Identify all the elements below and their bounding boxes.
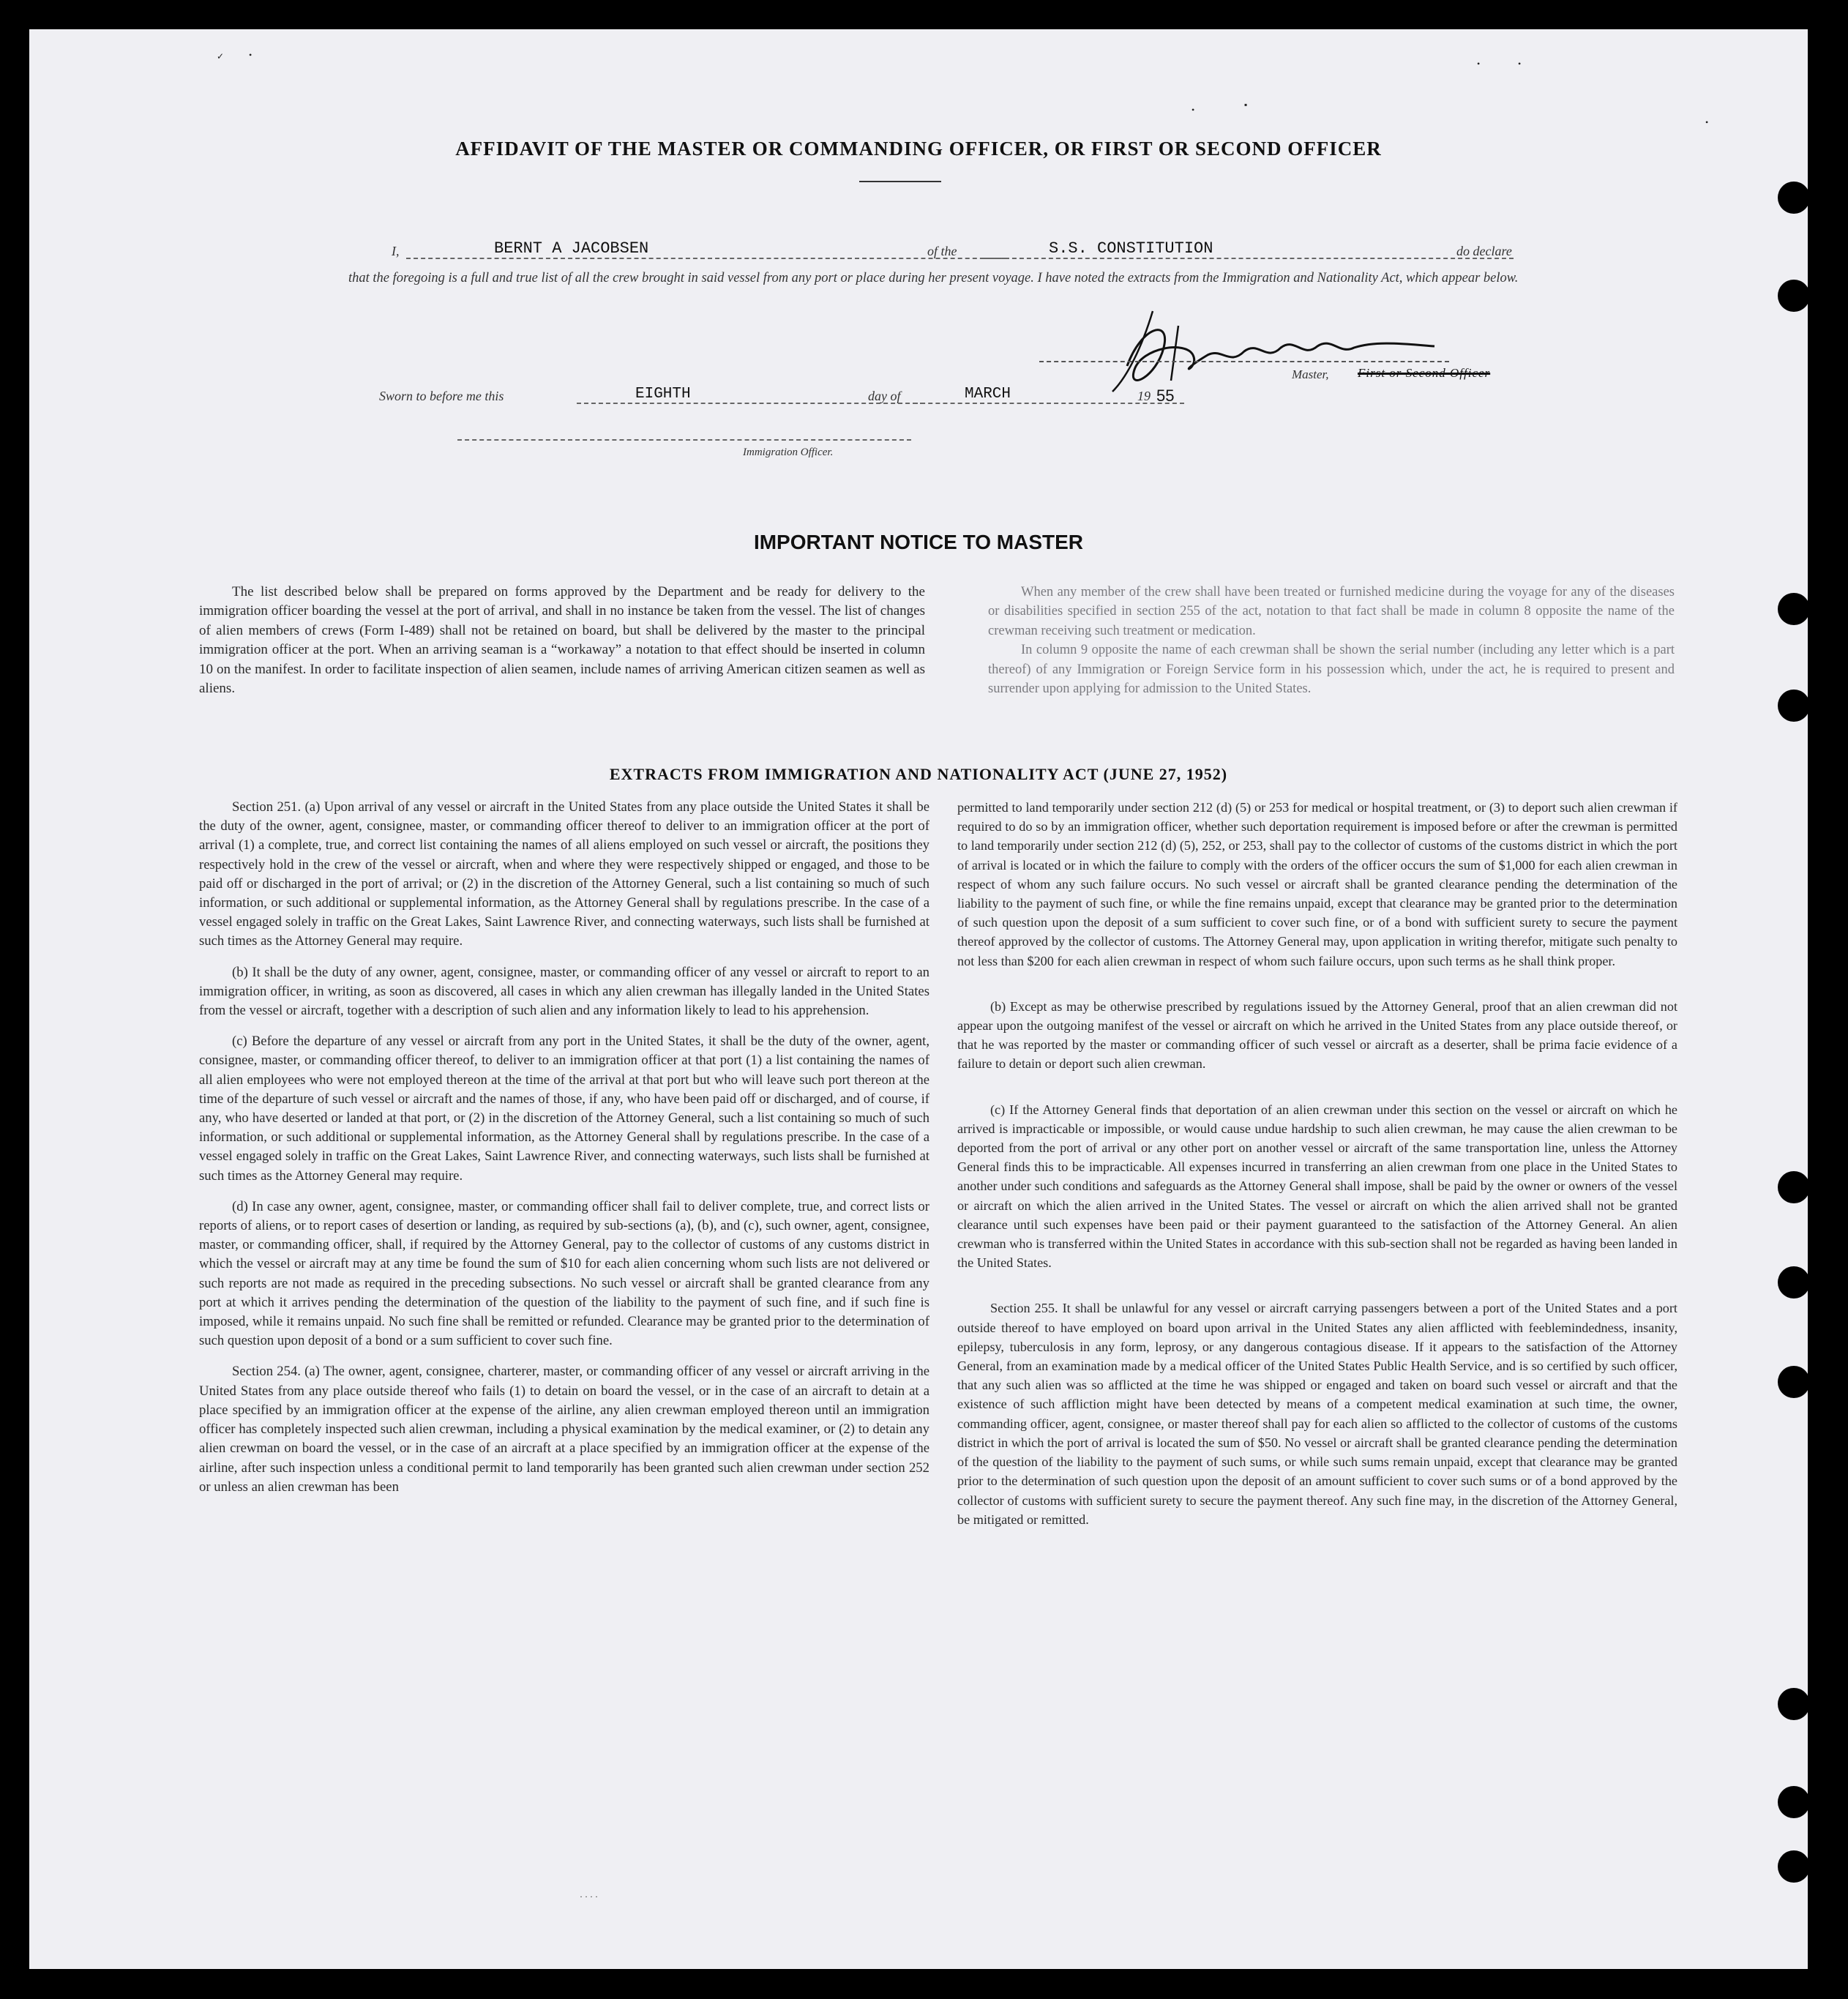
do-declare-label: do declare: [1456, 244, 1512, 258]
of-the-label: of the: [927, 244, 957, 258]
immigration-officer-label: Immigration Officer.: [743, 446, 834, 458]
master-name-field: BERNT A JACOBSEN: [406, 239, 1006, 259]
day-of-label: day of: [868, 389, 901, 403]
section-251b: (b) It shall be the duty of any owner, agent, consignee, master, or commanding officer of any vessel or aircraft to report to an immigration officer, in writing, as soon as discovered, all cases in which any alien crewman has illegally landed in the United States from the vessel or aircraft, together with a description of such alien and any information likely to lead to his apprehension.: [199, 964, 929, 1019]
extracts-left-column: [199, 798, 929, 1497]
extracts-title: EXTRACTS FROM IMMIGRATION AND NATIONALITY ACT (JUNE 27, 1952): [609, 765, 1228, 783]
binder-hole: [1778, 280, 1810, 312]
section-254c: (c) If the Attorney General finds that deportation of an alien crewman under this section on the vessel or aircraft on which he arrived is impracticable or impossible, or would cause undue hardship to such alien crewman, he may cause the alien crewman to be deported from the port of arrival or any other port on another vessel or aircraft of the same transportation line, unless the Attorney General finds this to be impracticable. All expenses incurred in transferring an alien crewman from one place in the United States to another under such conditions and safeguards as the Attorney General shall impose, shall be paid by the owner or owners of the vessel or aircraft on which the alien arrived in the United States. The vessel or aircraft on which the alien arrived shall not be granted clearance until such expenses have been paid or their payment guaranteed to the satisfaction of the Attorney General. An alien crewman who is transferred within the United States in accordance with this sub-section shall not be regarded as having been landed in the United States.: [957, 1102, 1677, 1271]
vessel-name-field: S.S. CONSTITUTION: [983, 239, 1514, 259]
binder-hole: [1778, 1266, 1810, 1299]
sworn-month-field: MARCH: [913, 386, 1184, 404]
sworn-line: [379, 379, 1213, 408]
section-251d: (d) In case any owner, agent, consignee, master, or commanding officer shall fail to deliver complete, true, and correct lists or reports of aliens, or to report cases of desertion or landing, as required by sub-sections (a), (b), and (c), such owner, agent, consignee, master, or commanding officer, shall, if required by the Attorney General, pay to the collector of customs of any customs district in which the vessel or aircraft may at any time be found the sum of $10 for each alien concerning whom such lists are not delivered or such reports are not made as required in the preceding subsections. No such vessel or aircraft shall be granted clearance from any port at which it arrives pending the determination of the question of the liability to the payment of such fine, and if such fine is imposed, while it remains unpaid. No such fine shall be remitted or refunded. Clearance may be granted prior to the determination of such question upon deposit of a bond or a sum sufficient to cover such fine.: [199, 1198, 929, 1349]
binder-hole: [1778, 1171, 1810, 1203]
i-label: I,: [392, 244, 400, 258]
extracts-right-column: [957, 798, 1677, 1529]
notice-right-column: [988, 583, 1675, 698]
notice-right-paragraph: When any member of the crew shall have been treated or furnished medicine during the voyage for any of the diseases or disabilities specified in section 255 of the act, notation to that fact shall be made in column 8 opposite the name of the crewman receiving such treatment or medication.: [988, 585, 1675, 638]
scan-mark: ▪: [1244, 100, 1248, 110]
notice-left-paragraph: The list described below shall be prepared on forms approved by the Department and be ready for delivery to the immigration officer boarding the vessel at the port of arrival, and shall in no instance be taken from the vessel. The list of changes of alien members of crews (Form I-489) shall not be retained on board, but shall be delivered by the master to the principal immigration officer at the port. When an arriving seaman is a “workaway” a notation to that effect should be inserted in column 10 on the manifest. In order to facilitate inspection of alien seamen, include names of arriving American citizen seamen as well as aliens.: [199, 584, 925, 697]
notice-left-column: [199, 583, 925, 698]
section-254a: Section 254. (a) The owner, agent, consignee, charterer, master, or commanding officer of any vessel or aircraft arriving in the United States from any place outside thereof who fails (1) to detain on board the vessel, or in the case of an aircraft to detain at a place specified by an immigration officer at the expense of the airline, any alien crewman employed thereon until an immigration officer has completely inspected such alien crewman, including a physical examination by the medical examiner, or (2) to detain any alien crewman on board the vessel, or in the case of an aircraft at a place specified by an immigration officer at the expense of the airline, after such inspection unless a conditional permit to land temporarily has been granted such alien crewman under section 252 or unless an alien crewman has been: [199, 1364, 929, 1495]
scan-mark: •: [1477, 59, 1481, 69]
sworn-year: 55: [1156, 386, 1175, 405]
binder-hole: [1778, 1366, 1810, 1398]
binder-hole: [1778, 1850, 1810, 1883]
affidavit-title: AFFIDAVIT OF THE MASTER OR COMMANDING OFFICER, OR FIRST OR SECOND OFFICER: [455, 138, 1382, 160]
declaration-line: [348, 227, 1522, 264]
document-page: [29, 29, 1808, 1969]
scan-mark: •: [249, 50, 252, 60]
notice-title: IMPORTANT NOTICE TO MASTER: [753, 531, 1084, 553]
binder-hole: [1778, 690, 1810, 722]
immigration-officer-line: [457, 439, 911, 441]
master-label: Master,: [1292, 367, 1329, 381]
section-254b: (b) Except as may be otherwise prescribed by regulations issued by the Attorney General, proof that an alien crewman did not appear upon the outgoing manifest of the vessel or aircraft on which he arrived in the United States from any place outside thereof, or that he was reported by the master or commanding officer of such vessel or aircraft as a deserter, shall be prima facie evidence of a failure to detain or deport such alien crewman.: [957, 998, 1677, 1072]
scan-mark: •: [1705, 117, 1709, 127]
section-255: Section 255. It shall be unlawful for any vessel or aircraft carrying passengers between a port of the United States and a port outside thereof to have employed on board upon arrival in the United States any alien afflicted with feeblemindedness, insanity, epilepsy, tuberculosis in any form, leprosy, or any dangerous contagious disease. If it appears to the satisfaction of the Attorney General, from an examination made by a medical officer of the United States Public Health Service, and is so certified by such officer, that any such alien was so afflicted at the time he was shipped or engaged and taken on board such vessel or aircraft and that the existence of such affliction might have been detected by means of a competent medical examination at such time, the owner, commanding officer, agent, consignee, or master thereof shall pay for each alien so afflicted to the collector of customs of the customs district in which the port of arrival is located the sum of $50. No vessel or aircraft shall be granted clearance pending the determination of the question of the liability to the payment of such sums, or while such sums remain unpaid, except that clearance may be granted prior to the determination of such question upon the deposit of an amount sufficient to cover such sums or of a bond approved by the collector of customs with sufficient surety to secure the payment thereof. Any such fine may, in the discretion of the Attorney General, be mitigated or remitted.: [957, 1301, 1677, 1527]
title-divider: [859, 181, 941, 182]
scan-mark: ✓: [217, 51, 225, 61]
scan-mark: · · · ·: [580, 1891, 598, 1902]
notice-right-paragraph: In column 9 opposite the name of each crewman shall be shown the serial number (including any letter which is a part thereof) of any Immigration or Foreign Service form in his possession which, under the act, he is required to present and surrender upon applying for admission to the United States.: [988, 643, 1675, 697]
binder-hole: [1778, 1786, 1810, 1818]
scan-mark: •: [1518, 59, 1522, 69]
sworn-day-field: EIGHTH: [577, 386, 924, 404]
section-254a-continued: permitted to land temporarily under section 212 (d) (5) or 253 for medical or hospital treatment, or (3) to deport such alien crewman if required to do so by an immigration officer, whether such deportation requirement is imposed before or after the crewman is permitted to land temporarily under section 212 (d) (5), 252, or 253, shall pay to the collector of customs of the customs district in which the port of arrival is located or in which the failure to comply with the orders of the officer occurs the sum of $1,000 for each alien crewman in respect of whom any such failure occurs. No such vessel or aircraft shall be granted clearance pending the determination of the liability to the payment of such fine, or while the fine remains unpaid, except that clearance may be granted prior to the determination of such question upon the deposit of a sum sufficient to cover such fine, or of a bond with sufficient surety to secure the payment thereof approved by the collector of customs. The Attorney General may, upon application in writing therefor, mitigate such penalty to not less than $200 for each alien crewman in respect of whom such failure occurs, upon such terms as he shall think proper.: [957, 800, 1677, 968]
section-251c: (c) Before the departure of any vessel or aircraft from any port in the United States, it shall be the duty of the owner, agent, consignee, master, or commanding officer thereof, to deliver to an immigration officer at that port (1) a list containing the names of all alien employees who were not employed thereon at the time of the arrival at that port but who will leave such port thereon at the time of the departure of such vessel or aircraft and the names of those, if any, who have been paid off or discharged, and of course, if any, who have deserted or landed at that port, or (2) in the discretion of the Attorney General, such a list containing so much of such information, or such additional or supplemental information, as the Attorney General shall by regulations prescribe. In the case of a vessel engaged solely in traffic on the Great Lakes, Saint Lawrence River, and connecting waterways, such lists shall be furnished at such times as the Attorney General may require.: [199, 1034, 929, 1184]
scan-mark: •: [1192, 105, 1195, 115]
section-251a: Section 251. (a) Upon arrival of any vessel or aircraft in the United States from any place outside the United States it shall be the duty of the owner, agent, consignee, master, or commanding officer thereof to deliver to an immigration officer at the port of arrival (1) a complete, true, and correct list containing the names of all aliens employed on such vessel or aircraft, the positions they respectively hold in the crew of the vessel or aircraft, when and where they were respectively shipped or engaged, and those to be paid off or discharged in the port of arrival; or (2) in the discretion of the Attorney General, such a list containing so much of such information, or such additional or supplemental information, as the Attorney General shall by regulations prescribe. In the case of a vessel engaged solely in traffic on the Great Lakes, Saint Lawrence River, and connecting waterways, such lists shall be furnished at such times as the Attorney General may require.: [199, 799, 929, 949]
binder-hole: [1778, 593, 1810, 625]
declaration-text: that the foregoing is a full and true list of all the crew brought in said vessel from any port or place during her present voyage. I have noted the extracts from the Immigration and Nationality Act, which appear below.: [348, 271, 1519, 285]
struck-officer-title: First or Second Officer: [1358, 366, 1491, 380]
year-prefix: 19: [1137, 389, 1151, 403]
sworn-label: Sworn to before me this: [379, 389, 504, 403]
binder-hole: [1778, 1688, 1810, 1720]
binder-hole: [1778, 182, 1810, 214]
